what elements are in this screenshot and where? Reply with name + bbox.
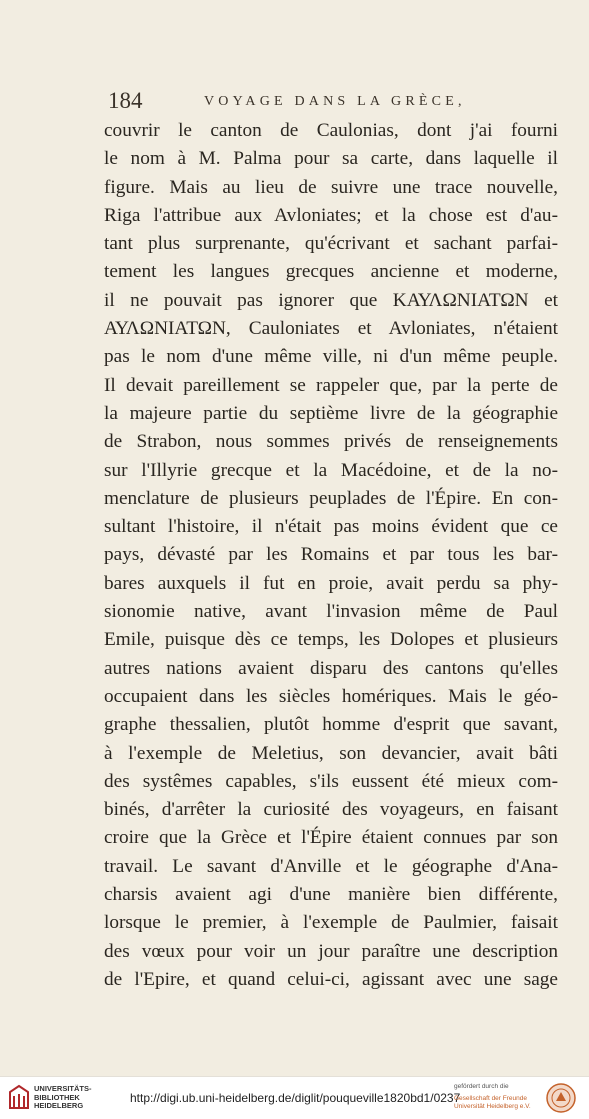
text-line: à l'exemple de Meletius, son devancier, avait bâti	[104, 742, 558, 764]
running-title: VOYAGE DANS LA GRÈCE,	[204, 94, 466, 109]
text-line: sultant l'histoire, il n'était pas moins évident que ce	[104, 516, 558, 538]
text-line: tement les langues grecques ancienne et moderne,	[104, 261, 558, 283]
text-line: binés, d'arrêter la curiosité des voyageurs, en faisant	[104, 799, 558, 821]
text-line: le nom à M. Palma pour sa carte, dans laquelle il	[104, 148, 558, 170]
text-line: sur l'Illyrie grecque et la Macédoine, et de la no-	[104, 459, 558, 481]
text-line: sionomie native, avant l'invasion même de Paul	[104, 601, 558, 623]
text-line: charsis avaient agi d'une manière bien différente,	[104, 884, 558, 906]
text-line: pays, dévasté par les Romains et par tous les bar-	[104, 544, 558, 566]
text-line: lorsque le premier, à l'exemple de Paulmier, faisait	[104, 912, 558, 934]
text-line: travail. Le savant d'Anville et le géographe d'Ana-	[104, 855, 558, 877]
body-text	[104, 117, 558, 994]
text-line: de Strabon, nous sommes privés de renseignements	[104, 431, 558, 453]
page-header	[108, 88, 563, 118]
text-line: Riga l'attribue aux Avloniates; et la chose est d'au-	[104, 204, 558, 226]
society-seal-icon	[545, 1082, 577, 1114]
library-name: UNIVERSITÄTS- BIBLIOTHEK HEIDELBERG	[34, 1084, 92, 1110]
text-line: des vœux pour voir un jour paraître une description	[104, 940, 558, 962]
text-line: Emile, puisque dès ce temps, les Dolopes et plusieurs	[104, 629, 558, 651]
text-line: graphe thessalien, plutôt homme d'esprit que savant,	[104, 714, 558, 736]
text-line: couvrir le canton de Caulonias, dont j'ai fourni	[104, 120, 558, 141]
permalink-url[interactable]: http://digi.ub.uni-heidelberg.de/diglit/pouqueville1820bd1/0237	[130, 1091, 461, 1105]
text-line: ΑΥΛΩΝΙΑΤΩΝ, Cauloniates et Avloniates, n'étaient	[104, 318, 558, 340]
text-line: la majeure partie du septième livre de la géographie	[104, 402, 558, 424]
text-line: figure. Mais au lieu de suivre une trace nouvelle,	[104, 176, 558, 198]
text-line: de l'Epire, et quand celui-ci, agissant avec une sage	[104, 968, 558, 990]
text-line: Il devait pareillement se rappeler que, par la perte de	[104, 374, 558, 396]
text-line: occupaient dans les siècles homériques. Mais le géo-	[104, 685, 558, 707]
library-logo-icon	[8, 1084, 30, 1110]
text-line: des systêmes capables, s'ils eussent été mieux com-	[104, 770, 558, 792]
text-line: bares auxquels il fut en proie, avait perdu sa phy-	[104, 572, 558, 594]
text-line: autres nations avaient disparu des cantons qu'elles	[104, 657, 558, 679]
text-line: croire que la Grèce et l'Épire étaient connues par son	[104, 827, 558, 849]
viewer-footer	[0, 1076, 589, 1119]
society-name: Gesellschaft der Freunde Universität Heidelberg e.V.	[454, 1095, 531, 1110]
funded-by-label: gefördert durch die	[454, 1083, 509, 1090]
text-line: menclature de plusieurs peuplades de l'Épire. En con-	[104, 487, 558, 509]
page-number: 184	[108, 88, 143, 113]
text-line: pas le nom d'une même ville, ni d'un même peuple.	[104, 346, 558, 368]
text-line: il ne pouvait pas ignorer que ΚΑΥΛΩΝΙΑΤΩΝ et	[104, 289, 558, 311]
text-line: tant plus surprenante, qu'écrivant et sachant parfai-	[104, 233, 558, 255]
